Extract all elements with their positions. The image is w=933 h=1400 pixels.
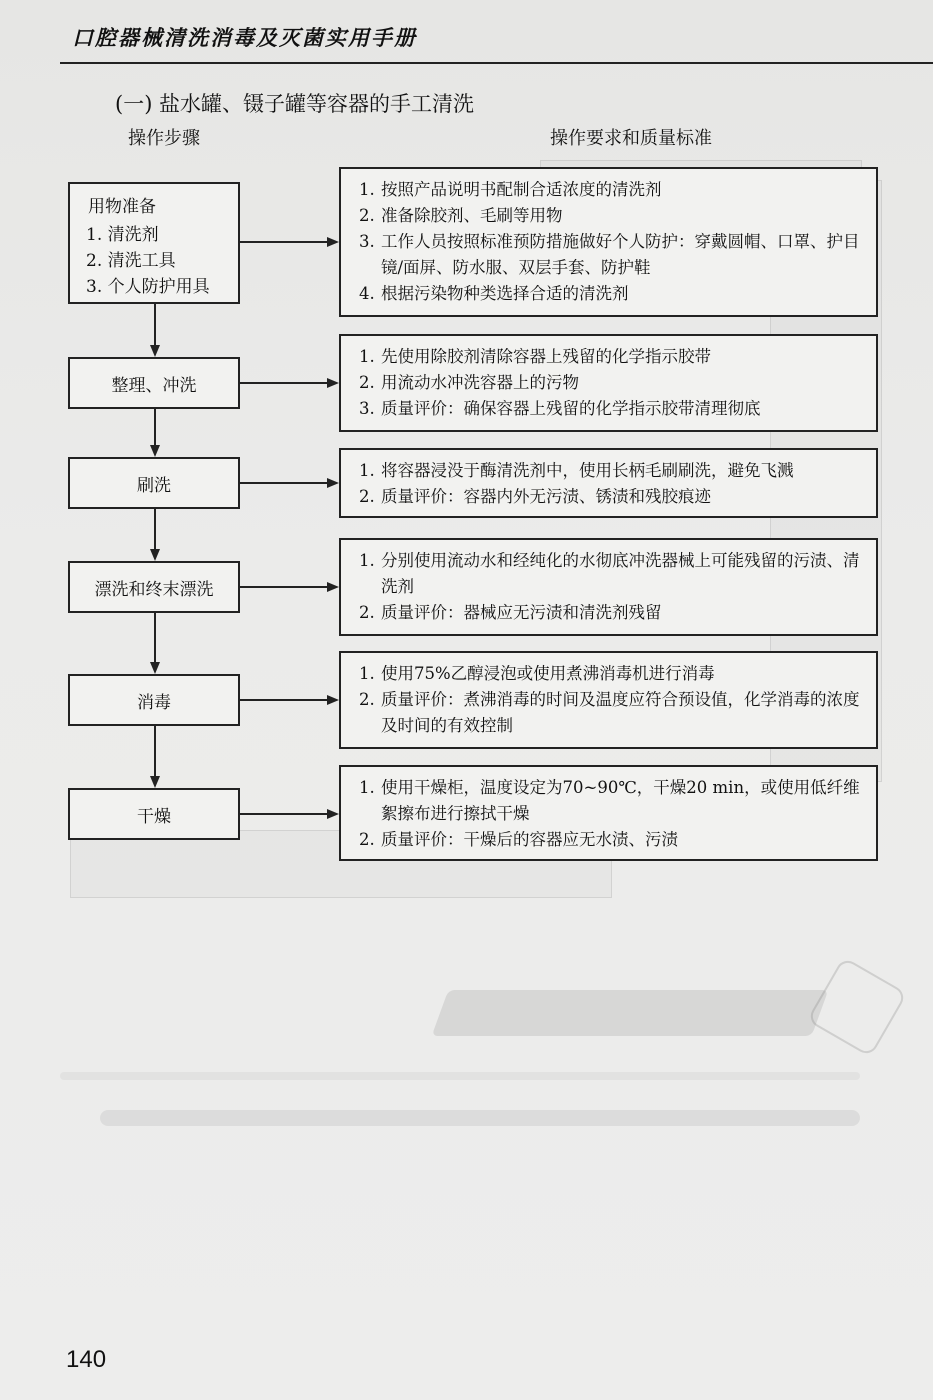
flow-connector	[154, 613, 156, 662]
requirement-item: 1. 按照产品说明书配制合适浓度的清洗剂	[359, 180, 662, 199]
bleed-through-line	[100, 1110, 860, 1126]
requirement-item: 1. 先使用除胶剂清除容器上残留的化学指示胶带	[359, 347, 711, 366]
requirement-item: 1. 使用75%乙醇浸泡或使用煮沸消毒机进行消毒	[359, 664, 715, 683]
requirement-item: 2. 质量评价：器械应无污渍和清洗剂残留	[359, 603, 662, 622]
flow-connector	[154, 304, 156, 345]
requirement-item: 2. 准备除胶剂、毛刷等用物	[359, 206, 563, 225]
flow-connector	[154, 509, 156, 549]
flow-connector	[240, 482, 328, 484]
step-title: 刷洗	[137, 475, 171, 496]
right-arrow-icon	[327, 695, 339, 705]
requirement-item: 2. 质量评价：干燥后的容器应无水渍、污渍	[359, 830, 678, 849]
right-arrow-icon	[327, 237, 339, 247]
step-title: 消毒	[137, 692, 171, 713]
down-arrow-icon	[150, 662, 160, 674]
bleed-through-line	[60, 1072, 860, 1080]
page-number: 140	[66, 1346, 107, 1373]
step-title: 漂洗和终末漂洗	[94, 579, 214, 600]
step-title: 干燥	[137, 806, 171, 827]
down-arrow-icon	[150, 776, 160, 788]
flow-connector	[240, 586, 328, 588]
requirement-item: 1. 分别使用流动水和经纯化的水彻底冲洗器械上可能残留的污渍、清洗剂	[359, 551, 860, 596]
running-header: 口腔器械清洗消毒及灭菌实用手册	[72, 25, 417, 50]
flow-connector	[154, 726, 156, 776]
step-title: 整理、冲洗	[111, 375, 197, 396]
column-heading-requirements: 操作要求和质量标准	[550, 128, 712, 149]
requirement-item: 2. 用流动水冲洗容器上的污物	[359, 373, 579, 392]
section-title: (一) 盐水罐、镊子罐等容器的手工清洗	[115, 92, 475, 116]
requirement-box-drying	[339, 765, 878, 861]
requirement-item: 3. 工作人员按照标准预防措施做好个人防护：穿戴圆帽、口罩、护目镜/面屏、防水服、双层手套、防护鞋	[359, 232, 860, 277]
step-box-brushing	[68, 457, 240, 509]
requirement-box-brushing	[339, 448, 878, 518]
column-heading-steps: 操作步骤	[128, 128, 200, 149]
requirement-item: 2. 质量评价：煮沸消毒的时间及温度应符合预设值，化学消毒的浓度及时间的有效控制	[359, 690, 860, 735]
step-box-drying	[68, 788, 240, 840]
right-arrow-icon	[327, 378, 339, 388]
step-box-sorting-rinsing	[68, 357, 240, 409]
step-box-disinfection	[68, 674, 240, 726]
requirement-item: 4. 根据污染物种类选择合适的清洗剂	[359, 284, 629, 303]
down-arrow-icon	[150, 345, 160, 357]
right-arrow-icon	[327, 582, 339, 592]
right-arrow-icon	[327, 809, 339, 819]
prep-item: 2. 清洗工具	[86, 251, 176, 271]
flow-connector	[240, 382, 328, 384]
requirement-box-final-rinse	[339, 538, 878, 636]
bleed-through-banner	[432, 990, 829, 1036]
requirement-box-sorting-rinsing	[339, 334, 878, 432]
step-title: 用物准备	[88, 197, 156, 217]
down-arrow-icon	[150, 445, 160, 457]
header-rule	[60, 62, 933, 64]
requirement-item: 3. 质量评价：确保容器上残留的化学指示胶带清理彻底	[359, 399, 761, 418]
flow-connector	[240, 241, 328, 243]
requirement-box-preparation	[339, 167, 878, 317]
prep-item: 3. 个人防护用具	[86, 277, 210, 297]
step-box-final-rinse	[68, 561, 240, 613]
down-arrow-icon	[150, 549, 160, 561]
requirement-item: 1. 使用干燥柜，温度设定为70~90℃，干燥20 min，或使用低纤维絮擦布进行擦拭干燥	[359, 778, 860, 823]
flow-connector	[240, 813, 328, 815]
requirement-item: 1. 将容器浸没于酶清洗剂中，使用长柄毛刷刷洗，避免飞溅	[359, 461, 794, 480]
step-box-preparation	[68, 182, 240, 304]
flow-connector	[154, 409, 156, 445]
bleed-through-hexagon	[806, 956, 907, 1057]
flow-connector	[240, 699, 328, 701]
prep-item: 1. 清洗剂	[86, 225, 159, 245]
right-arrow-icon	[327, 478, 339, 488]
requirement-box-disinfection	[339, 651, 878, 749]
requirement-item: 2. 质量评价：容器内外无污渍、锈渍和残胶痕迹	[359, 487, 711, 506]
